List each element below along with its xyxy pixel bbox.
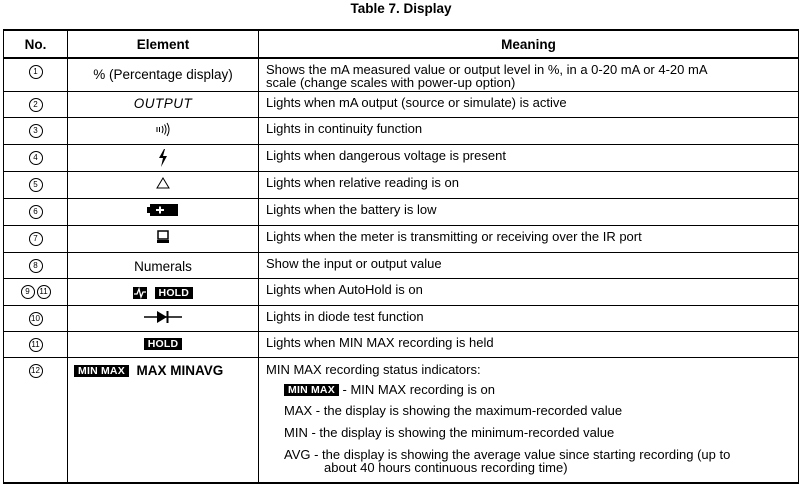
meaning-text: Lights when the battery is low bbox=[266, 201, 437, 217]
table-row bbox=[4, 252, 799, 278]
row-number: 1 bbox=[29, 65, 43, 79]
lightning-bolt-icon bbox=[156, 148, 170, 168]
row-number: 11 bbox=[37, 285, 51, 299]
meaning-text: Lights in continuity function bbox=[266, 120, 423, 136]
element-label: % (Percentage display) bbox=[93, 67, 233, 82]
meaning-text: MIN MAX recording status indicators: bbox=[266, 361, 481, 377]
table-row bbox=[4, 91, 799, 117]
continuity-beeper-icon bbox=[153, 121, 173, 137]
table-row bbox=[4, 305, 799, 331]
table-row bbox=[4, 331, 799, 357]
element-label: OUTPUT bbox=[133, 95, 193, 111]
table-row bbox=[4, 278, 799, 305]
minmax-badge: MIN MAX bbox=[284, 384, 339, 396]
meaning-text: Lights when the meter is transmitting or receiving over the IR port bbox=[266, 228, 642, 244]
meaning-text: Lights when AutoHold is on bbox=[266, 281, 423, 297]
table-row bbox=[4, 198, 799, 225]
row-number: 3 bbox=[29, 124, 43, 138]
meaning-text: Lights when dangerous voltage is present bbox=[266, 147, 506, 163]
meaning-text: Show the input or output value bbox=[266, 255, 442, 271]
meaning-text: Lights when relative reading is on bbox=[266, 174, 459, 190]
row-number: 12 bbox=[29, 364, 43, 378]
row-number: 11 bbox=[29, 338, 43, 352]
row-number: 5 bbox=[29, 178, 43, 192]
delta-triangle-icon bbox=[155, 175, 171, 191]
header-meaning: Meaning bbox=[259, 30, 799, 58]
min-line: MIN - the display is showing the minimum-recorded value bbox=[284, 425, 615, 441]
row-number: 8 bbox=[29, 259, 43, 273]
minmax-badge: MIN MAX bbox=[74, 365, 129, 377]
hold-badge: HOLD bbox=[155, 287, 194, 299]
header-no: No. bbox=[4, 30, 68, 58]
meaning-text: Lights when MIN MAX recording is held bbox=[266, 334, 494, 350]
table-row bbox=[4, 225, 799, 252]
header-element: Element bbox=[68, 30, 259, 58]
table-row bbox=[4, 357, 799, 483]
hold-badge: HOLD bbox=[144, 338, 183, 350]
table-title: Table 7. Display bbox=[350, 1, 452, 16]
autohold-icon bbox=[133, 287, 147, 299]
row-number: 10 bbox=[29, 312, 43, 326]
row-number: 7 bbox=[29, 232, 43, 246]
row-number: 9 bbox=[21, 285, 35, 299]
display-table bbox=[3, 29, 799, 484]
meaning-text: Lights in diode test function bbox=[266, 308, 424, 324]
element-label: Numerals bbox=[134, 258, 192, 274]
minmax-on-line: MIN MAX - MIN MAX recording is on bbox=[266, 383, 798, 397]
row-number: 6 bbox=[29, 205, 43, 219]
row-number: 2 bbox=[29, 98, 43, 112]
table-row bbox=[4, 171, 799, 198]
table-row bbox=[4, 144, 799, 171]
row-number: 4 bbox=[29, 151, 43, 165]
table-row bbox=[4, 117, 799, 144]
max-line: MAX - the display is showing the maximum-recorded value bbox=[284, 403, 623, 419]
table-row bbox=[4, 58, 799, 91]
diode-icon bbox=[143, 309, 183, 325]
avg-line: AVG - the display is showing the average value since starting recording (up to about 40 hours continuous recording time) bbox=[284, 447, 731, 476]
battery-low-icon bbox=[146, 202, 180, 218]
ir-computer-icon bbox=[155, 229, 171, 245]
meaning-text: Shows the mA measured value or output level in %, in a 0-20 mA or 4-20 mA scale (change scales with power-up option) bbox=[266, 62, 708, 90]
meaning-text: Lights when mA output (source or simulate) is active bbox=[266, 94, 567, 110]
header-row bbox=[4, 30, 799, 58]
element-label: MAX MINAVG bbox=[136, 362, 224, 378]
